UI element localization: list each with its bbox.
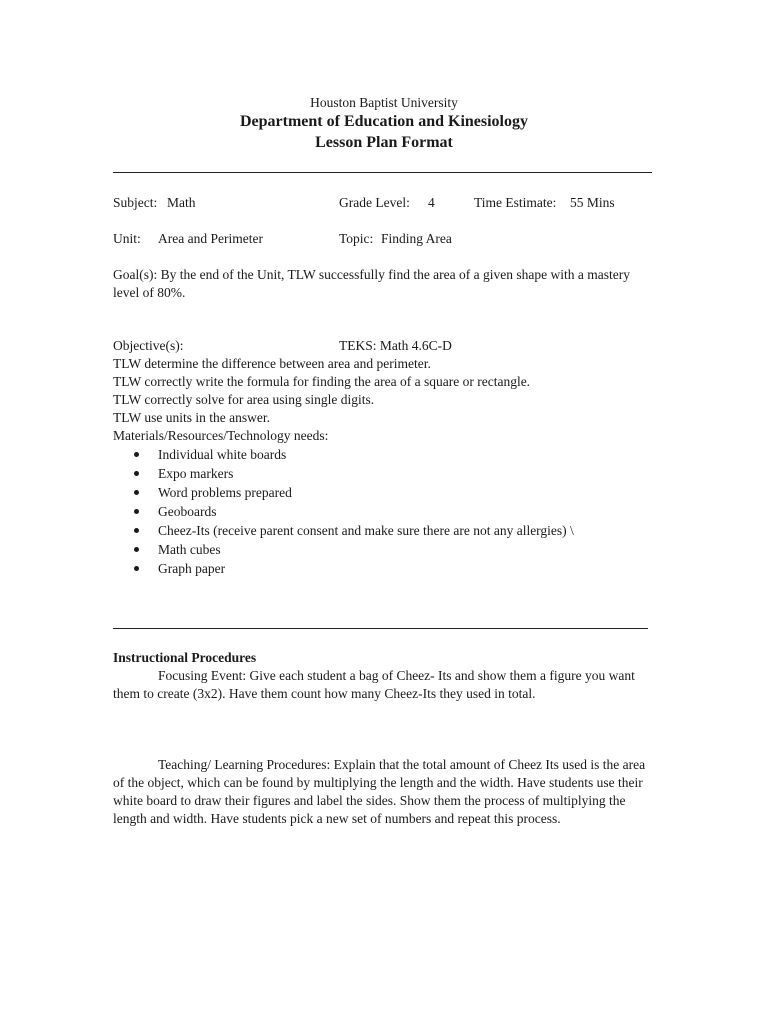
grade-level-label: Grade Level: bbox=[339, 195, 410, 210]
list-item: Graph paper bbox=[113, 559, 574, 578]
time-estimate-value: 55 Mins bbox=[570, 195, 615, 210]
procedures-heading: Instructional Procedures bbox=[113, 650, 257, 665]
teks-label: TEKS: Math 4.6C-D bbox=[339, 338, 452, 353]
objectives-label: Objective(s): bbox=[113, 338, 184, 353]
university-name: Houston Baptist University bbox=[310, 95, 458, 110]
list-item: Expo markers bbox=[113, 464, 574, 483]
objective-item: TLW use units in the answer. bbox=[113, 410, 270, 425]
list-item: Geoboards bbox=[113, 502, 574, 521]
focusing-event-paragraph: Focusing Event: Give each student a bag of Cheez- Its and show them a figure you want them to create (3x2). Have them count how many Cheez-Its they used in total. bbox=[113, 668, 635, 701]
time-estimate-label: Time Estimate: bbox=[474, 195, 557, 210]
unit-value: Area and Perimeter bbox=[158, 231, 263, 246]
materials-list bbox=[113, 445, 574, 578]
lesson-plan-format-title: Lesson Plan Format bbox=[315, 134, 453, 151]
objective-item: TLW correctly solve for area using single digits. bbox=[113, 392, 375, 407]
subject-label: Subject: bbox=[113, 195, 158, 210]
goal-paragraph: Goal(s): By the end of the Unit, TLW successfully find the area of a given shape with a mastery level of 80%. bbox=[113, 267, 630, 300]
header-divider bbox=[113, 172, 652, 173]
department-title: Department of Education and Kinesiology bbox=[239, 113, 528, 130]
objective-item: TLW correctly write the formula for finding the area of a square or rectangle. bbox=[113, 374, 531, 389]
subject-value: Math bbox=[167, 195, 196, 210]
objective-item: TLW determine the difference between area and perimeter. bbox=[113, 356, 431, 371]
list-item: Individual white boards bbox=[113, 445, 574, 464]
teaching-procedures-paragraph: Teaching/ Learning Procedures: Explain that the total amount of Cheez Its used is the area of the object, which can be found by multiplying the length and the width. Have students use their white board to draw their figures and label the sides. Show them the process of multiplying the length and width. Have students pick a new set of numbers and repeat this process. bbox=[113, 757, 646, 826]
list-item: Cheez-Its (receive parent consent and make sure there are not any allergies) \ bbox=[113, 521, 574, 540]
unit-label: Unit: bbox=[113, 231, 141, 246]
topic-label: Topic: bbox=[339, 231, 374, 246]
list-item: Word problems prepared bbox=[113, 483, 574, 502]
topic-value: Finding Area bbox=[381, 231, 452, 246]
materials-label: Materials/Resources/Technology needs: bbox=[113, 428, 329, 443]
section-divider bbox=[113, 628, 648, 629]
grade-level-value: 4 bbox=[428, 195, 435, 210]
list-item: Math cubes bbox=[113, 540, 574, 559]
